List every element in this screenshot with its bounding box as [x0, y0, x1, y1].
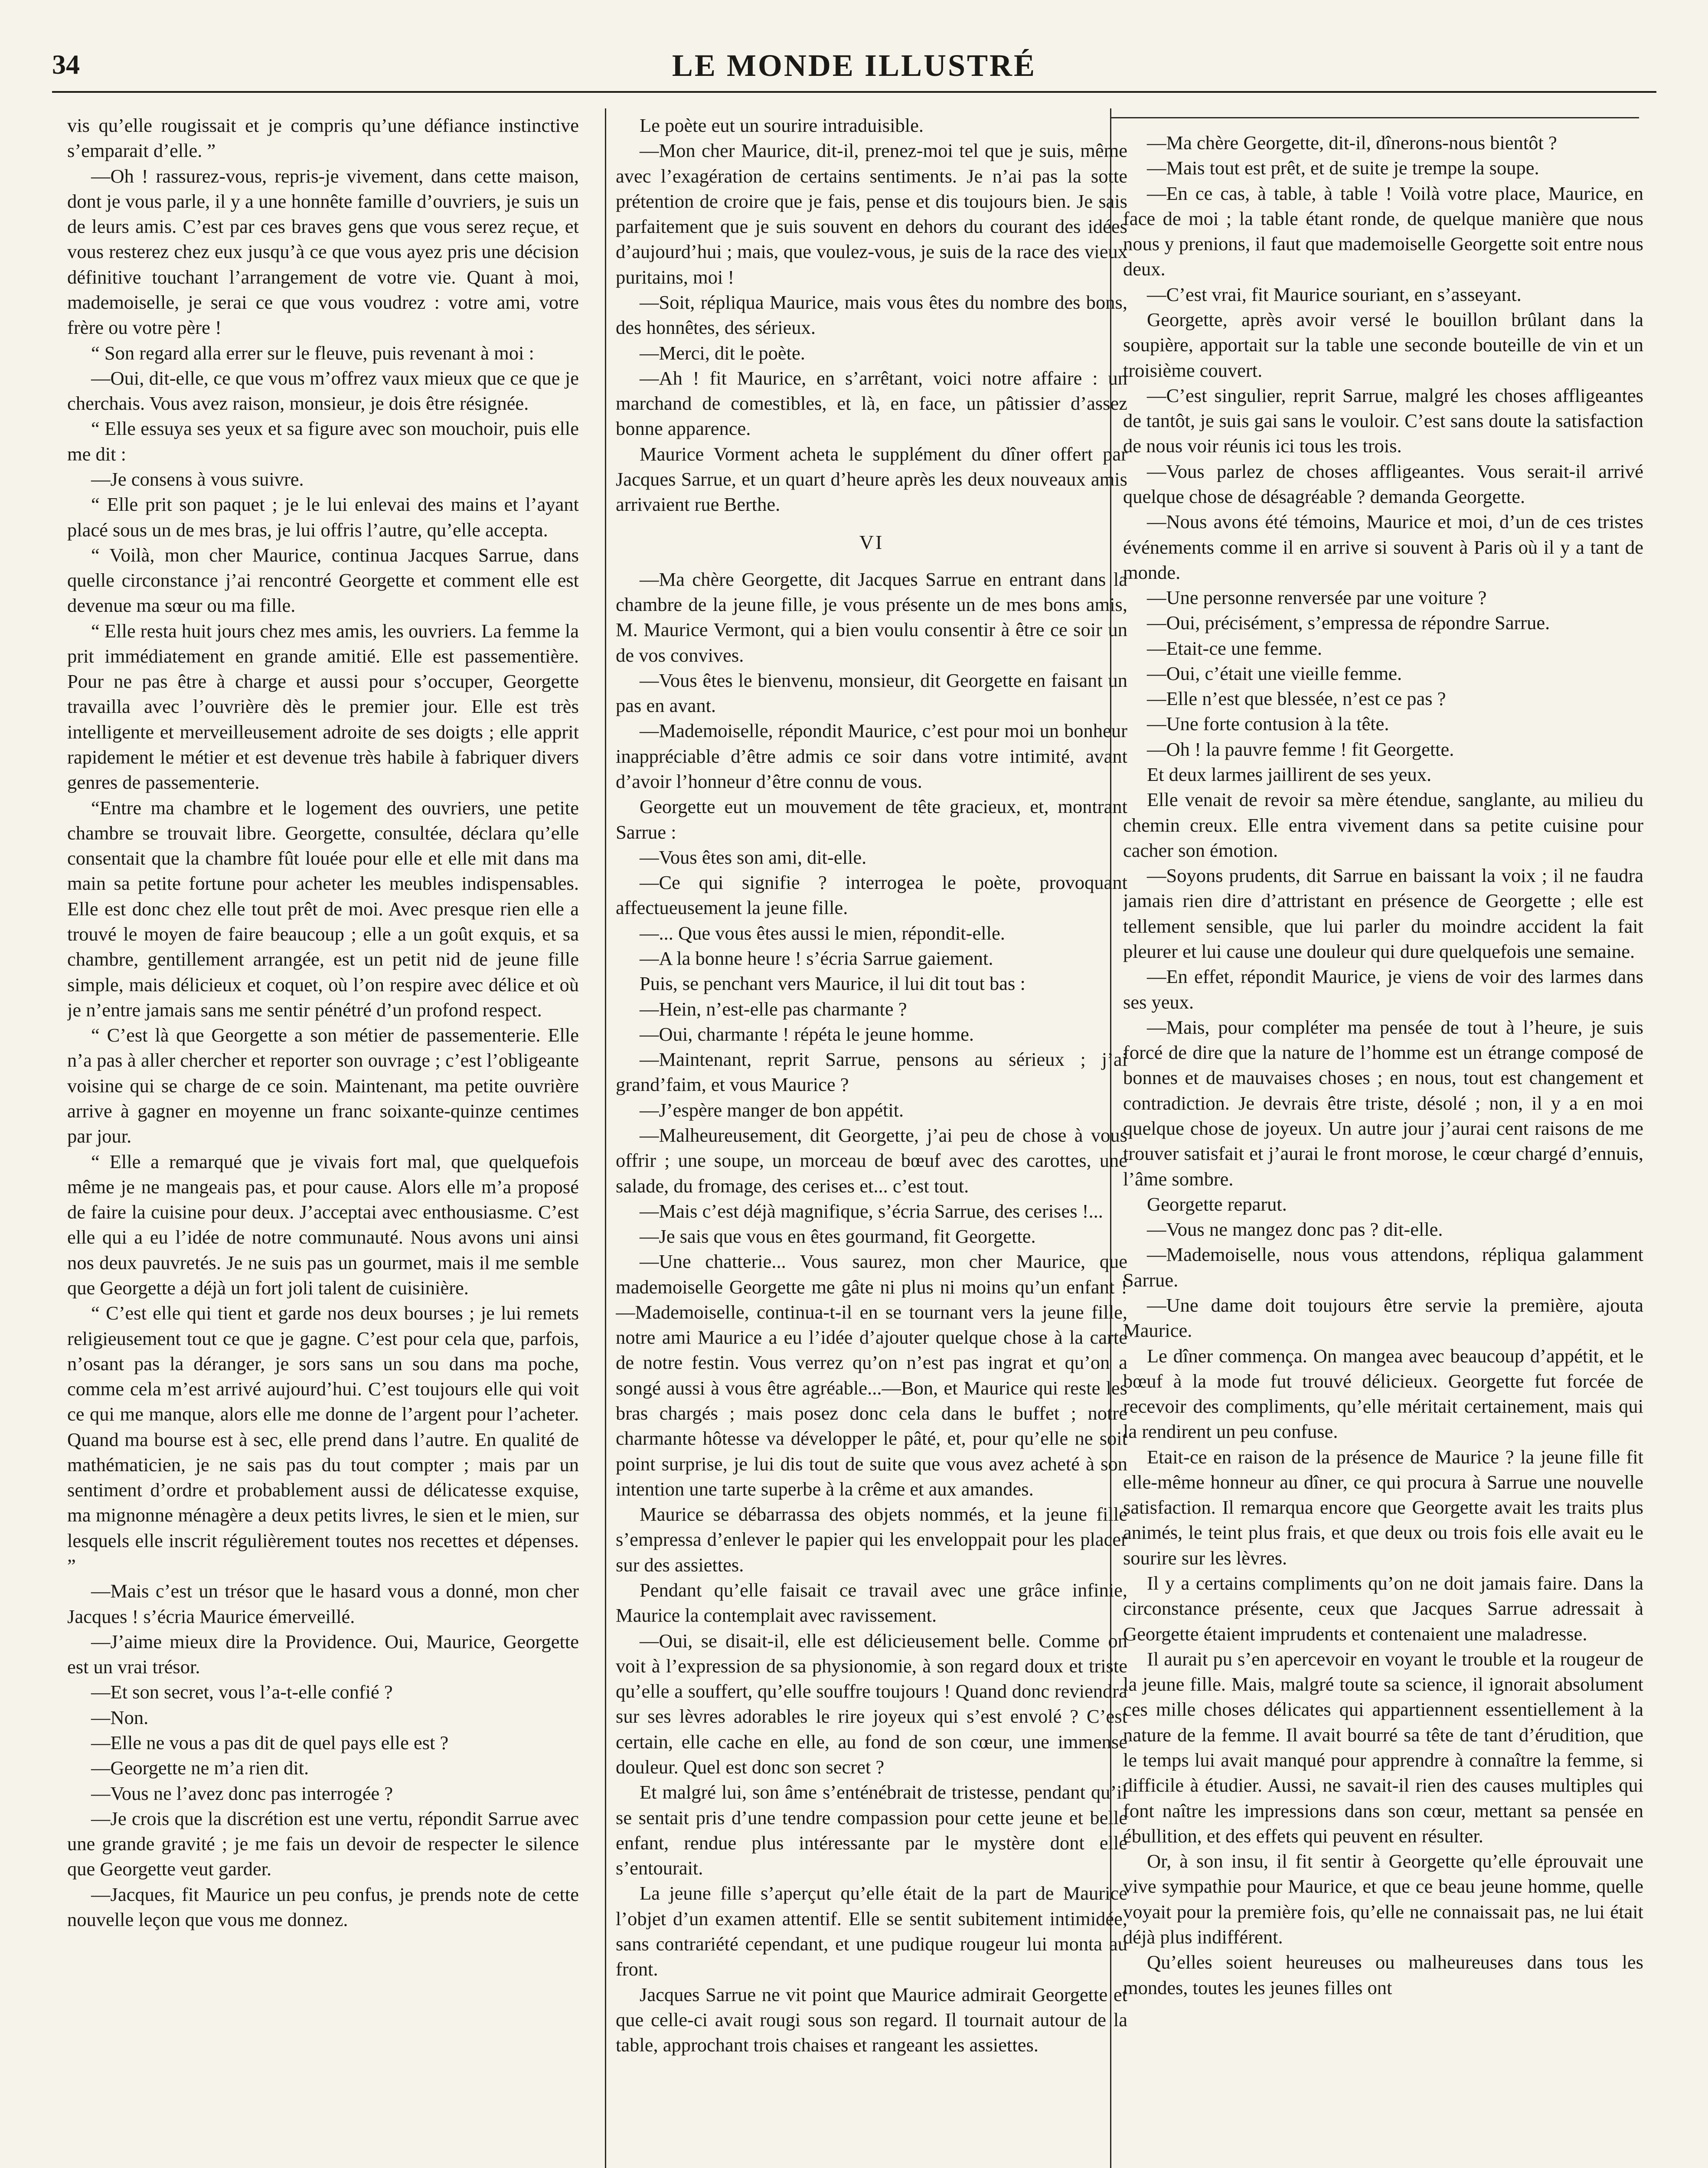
paragraph: “Entre ma chambre et le logement des ouvriers, une petite chambre se trouvait libre. Georgette, consultée, déclara qu’elle consentait que la chambre fût louée pour elle et elle mit dans ma main sa petite fortune pour acheter les meubles indispensables. Elle est donc chez elle tout prêt de moi. Avec presque rien elle a trouvé le moyen de faire beaucoup ; elle a un goût exquis, et sa chambre, gentillement arrangée, est un petit nid de jeune fille simple, mais délicieux et coquet, où l’on respire avec délice et où je n’entre jamais sans me sentir pénétré d’un profond respect. — [67, 797, 579, 1021]
paragraph: —Ma chère Georgette, dit Jacques Sarrue en entrant dans la chambre de la jeune fille, je vous présente un de mes bons amis, M. Maurice Vermont, qui a bien voulu consentir à être ce soir un de vos convives. — [616, 568, 1127, 666]
paragraph: —Oh ! rassurez-vous, repris-je vivement, dans cette maison, dont je vous parle, il y a une honnête famille d’ouvriers, je suis un de leurs amis. C’est par ces braves gens que vous serez reçue, et vous resterez chez eux jusqu’à ce que vous ayez pris une décision définitive touchant l’arrangement de votre vie. Quant à moi, mademoiselle, je serai ce que vous voudrez : votre ami, votre frère ou votre père ! — [67, 165, 579, 339]
paragraph: Le poète eut un sourire intraduisible. — [640, 114, 924, 136]
paragraph: vis qu’elle rougissait et je compris qu’une défiance instinctive s’emparait d’elle. ” — [67, 114, 579, 162]
paragraph: —Non. — [91, 1706, 149, 1728]
paragraph: Il y a certains compliments qu’on ne doit jamais faire. Dans la circonstance présente, ceux que Jacques Sarrue adressait à Georgette étaient imprudents et contenaient une maladresse. — [1123, 1572, 1643, 1645]
paragraph: —Etait-ce une femme. — [1147, 637, 1323, 659]
paragraph: —A la bonne heure ! s’écria Sarrue gaiement. — [640, 947, 993, 969]
paragraph: —Ce qui signifie ? interrogea le poète, provoquant affectueusement la jeune fille. — [616, 872, 1127, 919]
paragraph: Or, à son insu, il fit sentir à Georgette qu’elle éprouvait une vive sympathie pour Maurice, et que ce beau jeune homme, quelle voyait pour la première fois, qu’elle ne connaissait pas, ne lui était déjà plus indifférent. — [1123, 1850, 1643, 1948]
paragraph: —En effet, répondit Maurice, je viens de voir des larmes dans ses yeux. — [1123, 966, 1643, 1013]
paragraph: Jacques Sarrue ne vit point que Maurice admirait Georgette et que celle-ci avait rougi sous son regard. Il tournait autour de la table, approchant trois chaises et rangeant les assiettes. — [616, 1983, 1127, 2056]
paragraph: Pendant qu’elle faisait ce travail avec une grâce infinie, Maurice la contemplait avec ravissement. — [616, 1579, 1127, 1626]
paragraph: —Ah ! fit Maurice, en s’arrêtant, voici notre affaire : un marchand de comestibles, et là, en face, un pâtissier d’assez bonne apparence. — [616, 367, 1127, 440]
paragraph: —Une dame doit toujours être servie la première, ajouta Maurice. — [1123, 1294, 1643, 1342]
paragraph: Et malgré lui, son âme s’enténébrait de tristesse, pendant qu’il se sentait pris d’une tendre compassion pour cette jeune et belle enfant, rendue plus intéressante par le mystère dont elle s’entourait. — [616, 1781, 1127, 1879]
paragraph: —Vous êtes son ami, dit-elle. — [640, 846, 867, 868]
paragraph: —Vous ne l’avez donc pas interrogée ? — [91, 1782, 393, 1804]
paragraph: —Maintenant, reprit Sarrue, pensons au sérieux ; j’ai grand’faim, et vous Maurice ? — [616, 1048, 1127, 1096]
paragraph: Puis, se penchant vers Maurice, il lui dit tout bas : — [640, 973, 1025, 995]
page-header — [52, 43, 1656, 100]
paragraph: —Mademoiselle, répondit Maurice, c’est pour moi un bonheur inappréciable d’être admis ce soir dans votre intimité, avant d’avoir l’honneur d’être connu de vous. — [616, 720, 1127, 792]
paragraph: Qu’elles soient heureuses ou malheureuses dans tous les mondes, toutes les jeunes filles ont — [1123, 1951, 1643, 1998]
paragraph: —C’est singulier, reprit Sarrue, malgré les choses affligeantes de tantôt, je suis gai sans le vouloir. C’est sans doute la satisfaction de nous voir réunis ici tous les trois. — [1123, 384, 1643, 457]
paragraph: Georgette, après avoir versé le bouillon brûlant dans la soupière, apportait sur la table une seconde bouteille de vin et un troisième couvert. — [1123, 308, 1643, 381]
paragraph: —... Que vous êtes aussi le mien, répondit-elle. — [640, 922, 1005, 944]
paragraph: “ C’est elle qui tient et garde nos deux bourses ; je lui remets religieusement tout ce que je gagne. C’est pour cela que, parfois, n’osant pas la déranger, je sors sans un sou dans ma poche, comme cela m’est arrivé aujourd’hui. C’est toujours elle qui voit ce qui me manque, alors elle me donne de l’argent pour l’acheter. Quand ma bourse est à sec, elle prend dans l’autre. En qualité de mathématicien, je ne sais pas du tout compter ; mais par un sentiment d’ordre et probablement aussi de délicatesse exquise, ma mignonne ménagère a deux petits livres, le sien et le mien, sur lesquels elle inscrit régulièrement toutes nos recettes et dépenses. ” — [67, 1302, 579, 1577]
paragraph: —Oui, c’était une vieille femme. — [1147, 662, 1402, 684]
paragraph: —Mais, pour compléter ma pensée de tout à l’heure, je suis forcé de dire que la nature de l’homme est un étrange composé de bonnes et de mauvaises choses ; en nous, tout est changement et contradiction. Je devrais être triste, désolé ; non, il y a en moi quelque chose de joyeux. Un autre jour j’aurai cent raisons de me trouver satisfait et j’aurai le front morose, le cœur chargé d’ennuis, l’âme sombre. — [1123, 1016, 1643, 1190]
paragraph: —Elle ne vous a pas dit de quel pays elle est ? — [91, 1732, 449, 1753]
paragraph: Il aurait pu s’en apercevoir en voyant le trouble et la rougeur de la jeune fille. Mais, malgré toute sa science, il ignorait absolument ces mille choses délicates qui appartiennent essentiellement à la nature de la femme. Il avait bourré sa tête de tant d’érudition, que le temps lui avait manqué pour apprendre à connaître la femme, si difficile à étudier. Aussi, ne savait-il rien des causes multiples qui font naître les impressions dans son cœur, mettant sa pensée en ébullition, et des effets qui peuvent en résulter. — [1123, 1648, 1643, 1847]
paragraph: —Vous êtes le bienvenu, monsieur, dit Georgette en faisant un pas en avant. — [616, 669, 1127, 717]
paragraph: “ Elle resta huit jours chez mes amis, les ouvriers. La femme la prit immédiatement en grande amitié. Elle est passementière. Pour ne pas être à charge et aussi pour s’occuper, Georgette travailla avec l’ouvrière dès le premier jour. Elle est très intelligente et merveilleusement adroite de ses doigts ; elle apprit rapidement le métier et est devenue très habile à fabriquer divers genres de passementerie. — [67, 620, 579, 793]
paragraph: —Une forte contusion à la tête. — [1147, 713, 1389, 735]
paragraph: —Elle n’est que blessée, n’est ce pas ? — [1147, 688, 1446, 710]
paragraph: Et deux larmes jaillirent de ses yeux. — [1147, 764, 1432, 786]
chapter-heading: VI — [859, 531, 884, 553]
paragraph: —Vous parlez de choses affligeantes. Vous serait-il arrivé quelque chose de désagréable ? demanda Georgette. — [1123, 460, 1643, 507]
column-middle — [616, 113, 1127, 2168]
paragraph: Georgette eut un mouvement de tête gracieux, et, montrant Sarrue : — [616, 796, 1127, 843]
page-number: 34 — [52, 49, 80, 80]
paragraph: —Je consens à vous suivre. — [91, 468, 304, 490]
paragraph: “ Elle essuya ses yeux et sa figure avec son mouchoir, puis elle me dit : — [67, 418, 579, 465]
paragraph: Maurice Vorment acheta le supplément du dîner offert par Jacques Sarrue, et un quart d’heure après les deux nouveaux amis arrivaient rue Berthe. — [616, 443, 1127, 516]
paragraph: —Ma chère Georgette, dit-il, dînerons-nous bientôt ? — [1147, 132, 1557, 153]
paragraph: —Malheureusement, dit Georgette, j’ai peu de chose à vous offrir ; une soupe, un morceau de bœuf avec des carottes, une salade, du fromage, des cerises et... c’est tout. — [616, 1124, 1127, 1197]
paragraph: —Une personne renversée par une voiture ? — [1147, 587, 1487, 609]
paragraph: —Jacques, fit Maurice un peu confus, je prends note de cette nouvelle leçon que vous me donnez. — [67, 1883, 579, 1930]
paragraph: —Je sais que vous en êtes gourmand, fit Georgette. — [640, 1225, 1036, 1247]
paragraph: —Une chatterie... Vous saurez, mon cher Maurice, que mademoiselle Georgette me gâte ni plus ni moins qu’un enfant !—Mademoiselle, continua-t-il en se tournant vers la jeune fille, notre ami Maurice a eu l’idée d’ajouter quelque chose à la carte de notre festin. Vous verrez qu’on n’est pas ingrat et qu’on a songé aussi à vous être agréable...—Bon, et Maurice qui reste les bras chargés ; mais posez donc cela dans le buffet ; notre charmante hôtesse va développer le pâté, et, pour qu’elle ne soit point surprise, je lui dis tout de suite que vous avez acheté à son intention une tarte superbe à la crême et aux amandes. — [616, 1251, 1127, 1500]
paragraph: —Merci, dit le poète. — [640, 342, 805, 364]
column-top-rule — [1110, 117, 1639, 118]
paragraph: Le dîner commença. On mangea avec beaucoup d’appétit, et le bœuf à la mode fut trouvé délicieux. Georgette fut forcée de recevoir des compliments, qu’elle méritait certainement, mais qui la rendirent un peu confuse. — [1123, 1345, 1643, 1443]
header-rule — [52, 91, 1656, 93]
paragraph: —Soyons prudents, dit Sarrue en baissant la voix ; il ne faudra jamais rien dire d’attristant en présence de Georgette ; elle est tellement sensible, que lui parler du moindre accident la fait pleurer et lui cause une douleur qui dure quelquefois une semaine. — [1123, 865, 1643, 962]
paragraph: —Mon cher Maurice, dit-il, prenez-moi tel que je suis, même avec l’exagération de certains sentiments. Je n’ai pas la sotte prétention de croire que je fais, pense et dis toujours bien. Je sais parfaitement que je suis souvent en dehors du courant des idées d’aujourd’hui ; mais, que voulez-vous, je suis de la race des vieux puritains, moi ! — [616, 140, 1127, 288]
paragraph: —Je crois que la discrétion est une vertu, répondit Sarrue avec une grande gravité ; je me fais un devoir de respecter le silence que Georgette veut garder. — [67, 1807, 579, 1880]
masthead-title: LE MONDE ILLUSTRÉ — [672, 48, 1037, 83]
paragraph: —Mais tout est prêt, et de suite je trempe la soupe. — [1147, 157, 1539, 179]
paragraph: —Mais c’est déjà magnifique, s’écria Sarrue, des cerises !... — [640, 1200, 1103, 1222]
column-divider — [605, 108, 606, 2168]
paragraph: “ Elle prit son paquet ; je le lui enlevai des mains et l’ayant placé sous un de mes bras, je lui offris l’autre, qu’elle accepta. — [67, 493, 579, 541]
paragraph: —Oui, précisément, s’empressa de répondre Sarrue. — [1147, 612, 1550, 634]
paragraph: —Mademoiselle, nous vous attendons, répliqua galamment Sarrue. — [1123, 1244, 1643, 1291]
paragraph: —Oui, charmante ! répéta le jeune homme. — [640, 1023, 974, 1045]
paragraph: “ Son regard alla errer sur le fleuve, puis revenant à moi : — [91, 342, 534, 364]
paragraph: —C’est vrai, fit Maurice souriant, en s’asseyant. — [1147, 283, 1522, 305]
paragraph: —Oh ! la pauvre femme ! fit Georgette. — [1147, 738, 1454, 760]
paragraph: Elle venait de revoir sa mère étendue, sanglante, au milieu du chemin creux. Elle entra vivement dans sa petite cuisine pour cacher son émotion. — [1123, 789, 1643, 861]
column-middle-top-text — [616, 113, 1127, 517]
paragraph: —J’aime mieux dire la Providence. Oui, Maurice, Georgette est un vrai trésor. — [67, 1630, 579, 1678]
column-middle-bottom-text — [616, 567, 1127, 2058]
paragraph: —Soit, répliqua Maurice, mais vous êtes du nombre des bons, des honnêtes, des sérieux. — [616, 291, 1127, 339]
paragraph: La jeune fille s’aperçut qu’elle était de la part de Maurice l’objet d’un examen attentif. Elle se sentit subitement intimidée, sans contrariété cependant, et une pudique rougeur lui monta au front. — [616, 1882, 1127, 1980]
paragraph: —Et son secret, vous l’a-t-elle confié ? — [91, 1681, 393, 1703]
paragraph: —Georgette ne m’a rien dit. — [91, 1757, 309, 1779]
paragraph: “ C’est là que Georgette a son métier de passementerie. Elle n’a pas à aller chercher et reporter son ouvrage ; c’est l’obligeante voisine qui se charge de ce soin. Maintenant, ma petite ouvrière arrive à gagner en moyenne un franc soixante-quinze centimes par jour. — [67, 1024, 579, 1147]
paragraph: “ Elle a remarqué que je vivais fort mal, que quelquefois même je ne mangeais pas, et pour cause. Alors elle m’a proposé de faire la cuisine pour deux. J’acceptai avec enthousiasme. C’est elle qui a eu l’idée de notre communauté. Nous avons uni ainsi nos deux pauvretés. Je ne suis pas un gourmet, mais il me semble que Georgette a déjà un fort joli talent de cuisinière. — [67, 1150, 579, 1299]
paragraph: —J’espère manger de bon appétit. — [640, 1099, 904, 1121]
paragraph: —Mais c’est un trésor que le hasard vous a donné, mon cher Jacques ! s’écria Maurice émerveillé. — [67, 1580, 579, 1627]
paragraph: —Vous ne mangez donc pas ? dit-elle. — [1147, 1218, 1443, 1241]
column-left — [67, 113, 579, 2168]
paragraph: —Oui, se disait-il, elle est délicieusement belle. Comme on voit à l’expression de sa physionomie, à son regard doux et triste qu’elle a souffert, qu’elle souffre toujours ! Quand donc reviendra sur ses lèvres adorables le rire joyeux qui s’est envolé ? C’est certain, elle cache en elle, au fond de son cœur, une immense douleur. Quel est donc son secret ? — [616, 1629, 1127, 1778]
paragraph: —Nous avons été témoins, Maurice et moi, d’un de ces tristes événements comme il en arrive si souvent à Paris où il y a tant de monde. — [1123, 511, 1643, 583]
paragraph: —Hein, n’est-elle pas charmante ? — [640, 998, 907, 1020]
paragraph: “ Voilà, mon cher Maurice, continua Jacques Sarrue, dans quelle circonstance j’ai rencontré Georgette et comment elle est devenue ma sœur ou ma fille. — [67, 544, 579, 617]
paragraph: Maurice se débarrassa des objets nommés, et la jeune fille s’empressa d’enlever le papier qui les enveloppait pour les placer sur des assiettes. — [616, 1503, 1127, 1576]
column-right — [1123, 130, 1643, 2168]
paragraph: Georgette reparut. — [1147, 1193, 1287, 1215]
paragraph: Etait-ce en raison de la présence de Maurice ? la jeune fille fit elle-même honneur au dîner, ce qui procura à Sarrue une nouvelle satisfaction. Il remarqua encore que Georgette avait les traits plus animés, le teint plus frais, et que deux ou trois fois elle avait eu le sourire sur les lèvres. — [1123, 1446, 1643, 1569]
paragraph: —En ce cas, à table, à table ! Voilà votre place, Maurice, en face de moi ; la table étant ronde, de quelque manière que nous nous y prenions, il faut que mademoiselle Georgette soit entre nous deux. — [1123, 182, 1643, 280]
paragraph: —Oui, dit-elle, ce que vous m’offrez vaux mieux que ce que je cherchais. Vous avez raison, monsieur, je dois être résignée. — [67, 367, 579, 415]
